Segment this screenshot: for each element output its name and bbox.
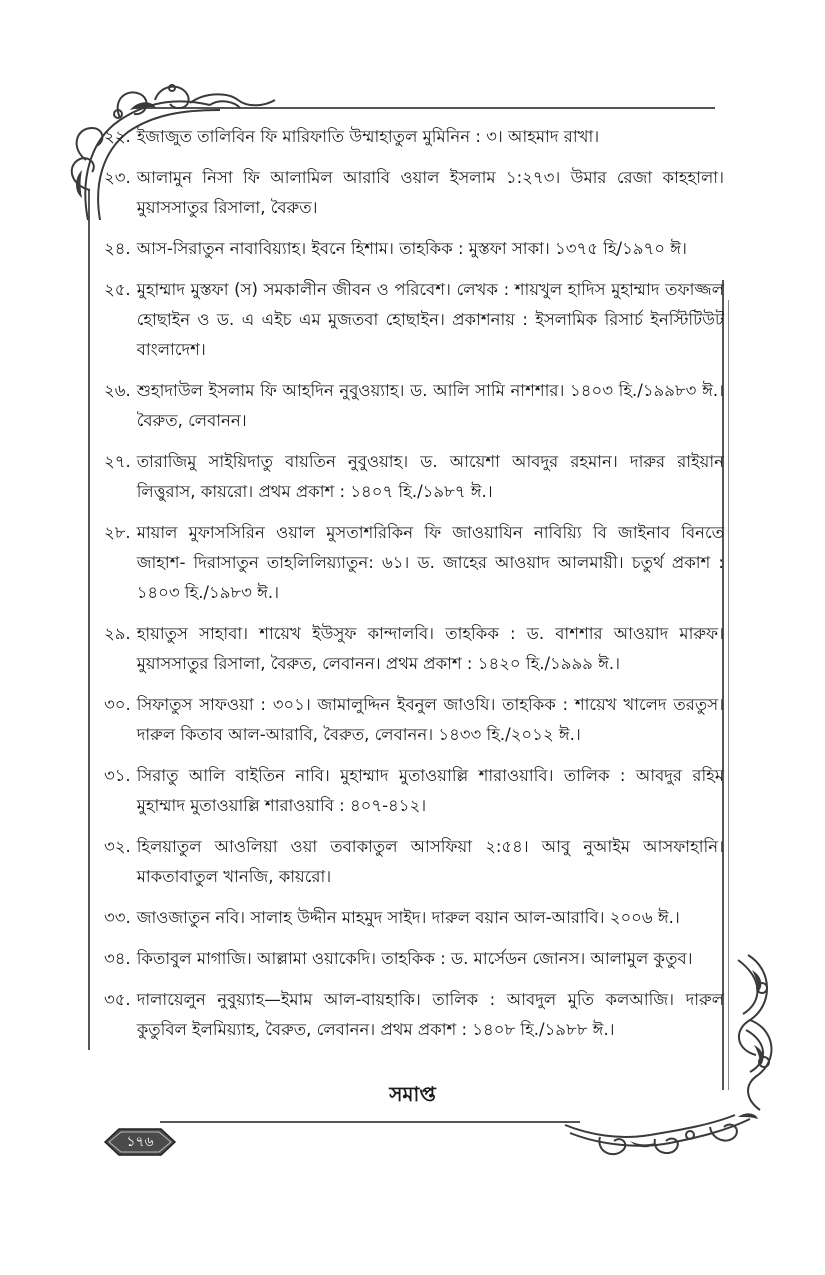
bottom-right-ornament	[560, 1105, 760, 1165]
list-item	[104, 903, 724, 933]
list-item	[104, 275, 724, 365]
reference-text: মুহাম্মাদ মুস্তফা (স) সমকালীন জীবন ও পরিবেশ। লেখক : শায়খুল হাদিস মুহাম্মাদ তফাজ্জল হোছাইন ও ড. এ এইচ এম মুজতবা হোছাইন। প্রকাশনায় : ইসলামিক রিসার্চ ইনস্টিটিউট বাংলাদেশ।	[136, 280, 724, 359]
reference-text: তারাজিমু সাইয়িদাতু বায়তিন নুবুওয়াহ। ড. আয়েশা আবদুর রহমান। দারুর রাইয়ান লিত্তুরাস, কায়রো। প্রথম প্রকাশ : ১৪০৭ হি./১৯৮৭ ঈ.।	[136, 452, 724, 501]
list-item	[104, 518, 724, 608]
list-item	[104, 619, 724, 679]
reference-text: মায়াল মুফাসসিরিন ওয়াল মুসতাশরিকিন ফি জাওয়াযিন নাবিয়্যি বি জাইনাব বিনতে জাহাশ- দিরাসাতুন তাহলিলিয়্যাতুন: ৬১। ড. জাহের আওয়াদ আলমায়ী। চতুর্থ প্রকাশ : ১৪০৩ হি./১৯৮৩ ঈ.।	[136, 523, 724, 602]
reference-number: ২৫.	[104, 280, 131, 299]
list-item	[104, 832, 724, 892]
reference-text: আলামুন নিসা ফি আলামিল আরাবি ওয়াল ইসলাম ১:২৭৩। উমার রেজা কাহহালা। মুয়াসসাতুর রিসালা, বৈরুত।	[136, 168, 724, 217]
reference-text: হায়াতুস সাহাবা। শায়েখ ইউসুফ কান্দালবি। তাহকিক : ড. বাশশার আওয়াদ মারুফ। মুয়াসসাতুর রিসালা, বৈরুত, লেবানন। প্রথম প্রকাশ : ১৪২০ হি./১৯৯৯ ঈ.।	[136, 624, 724, 673]
list-item	[104, 761, 724, 821]
reference-number: ২৩.	[104, 168, 131, 187]
reference-text: হিলয়াতুল আওলিয়া ওয়া তবাকাতুল আসফিয়া ২:৫৪। আবু নুআইম আসফাহানি। মাকতাবাতুল খানজি, কায়রো।	[136, 837, 724, 886]
list-item	[104, 122, 724, 152]
list-item	[104, 163, 724, 223]
reference-number: ৩০.	[104, 695, 131, 714]
list-item	[104, 234, 724, 264]
reference-number: ৩১.	[104, 766, 131, 785]
reference-text: দালায়েলুন নুবুয়্যাহ—ইমাম আল-বায়হাকি। তালিক : আবদুল মুতি কলআজি। দারুল কুতুবিল ইলমিয়্যাহ, বৈরুত, লেবানন। প্রথম প্রকাশ : ১৪০৮ হি./১৯৮৮ ঈ.।	[136, 990, 724, 1039]
reference-text: সিরাতু আলি বাইতিন নাবি। মুহাম্মাদ মুতাওয়াল্লি শারাওয়াবি। তালিক : আবদুর রহিম মুহাম্মাদ মুতাওয়াল্লি শারাওয়াবি : ৪০৭-৪১২।	[136, 766, 724, 815]
frame-bottom-border	[160, 1121, 580, 1123]
reference-number: ৩৫.	[104, 990, 131, 1009]
list-item	[104, 690, 724, 750]
list-item	[104, 944, 724, 974]
end-title: সমাপ্ত	[389, 1082, 436, 1106]
reference-number: ২৯.	[104, 624, 131, 643]
frame-left-border	[88, 190, 90, 1050]
reference-text: সিফাতুস সাফওয়া : ৩০১। জামালুদ্দিন ইবনুল জাওযি। তাহকিক : শায়েখ খালেদ তরতুস। দারুল কিতাব আল-আরাবি, বৈরুত, লেবানন। ১৪৩৩ হি./২০১২ ঈ.।	[136, 695, 724, 744]
reference-text: শুহাদাউল ইসলাম ফি আহদিন নুবুওয়্যাহ। ড. আলি সামি নাশশার। ১৪০৩ হি./১৯৯৮৩ ঈ.। বৈরুত, লেবানন।	[136, 381, 724, 430]
list-item	[104, 376, 724, 436]
list-item	[104, 985, 724, 1045]
reference-number: ২৪.	[104, 239, 131, 258]
reference-number: ২২.	[104, 127, 131, 146]
reference-list	[104, 122, 724, 1056]
reference-number: ৩৩.	[104, 908, 131, 927]
reference-text: আস-সিরাতুন নাবাবিয়্যাহ। ইবনে হিশাম। তাহকিক : মুস্তফা সাকা। ১৩৭৫ হি/১৯৭০ ঈ।	[136, 239, 687, 258]
reference-text: ইজাজুত তালিবিন ফি মারিফাতি উম্মাহাতুল মুমিনিন : ৩। আহমাদ রাখা।	[136, 127, 600, 146]
reference-text: কিতাবুল মাগাজি। আল্লামা ওয়াকেদি। তাহকিক : ড. মার্সেডন জোনস। আলামুল কুতুব।	[136, 949, 693, 968]
page-number: ১৭৬	[126, 1134, 154, 1150]
list-item	[104, 447, 724, 507]
reference-number: ৩২.	[104, 837, 131, 856]
reference-number: ৩৪.	[104, 949, 131, 968]
reference-text: জাওজাতুন নবি। সালাহ উদ্দীন মাহমুদ সাইদ। দারুল বয়ান আল-আরাবি। ২০০৬ ঈ.।	[136, 908, 680, 927]
reference-number: ২৮.	[104, 523, 131, 542]
reference-number: ২৭.	[104, 452, 131, 471]
reference-number: ২৬.	[104, 381, 131, 400]
